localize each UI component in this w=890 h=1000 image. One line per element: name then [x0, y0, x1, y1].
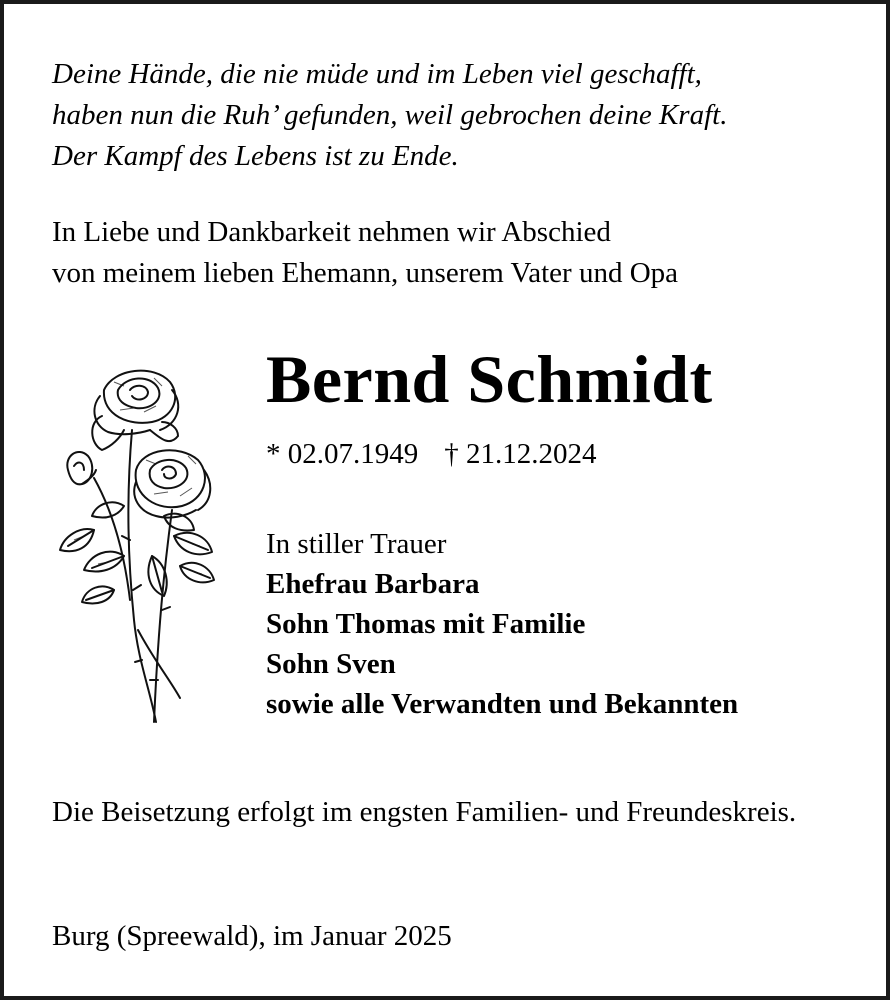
poem-line-2: haben nun die Ruh’ gefunden, weil gebrochen deine Kraft.	[52, 99, 728, 131]
poem-line-1: Deine Hände, die nie müde und im Leben viel geschafft,	[52, 58, 702, 90]
life-dates	[266, 434, 597, 474]
intro-line-2: von meinem lieben Ehemann, unserem Vater und Opa	[52, 257, 679, 289]
poem-line-3: Der Kampf des Lebens ist zu Ende.	[52, 140, 459, 172]
mourning-heading: In stiller Trauer	[266, 528, 447, 560]
farewell-intro	[52, 212, 852, 294]
death-date: † 21.12.2024	[444, 438, 597, 470]
mourner-line: Ehefrau Barbara	[266, 568, 480, 600]
mourners-block	[266, 524, 738, 724]
rose-bouquet-icon	[54, 360, 224, 730]
poem	[52, 54, 872, 177]
birth-date: * 02.07.1949	[266, 438, 419, 470]
mourner-line: Sohn Sven	[266, 648, 396, 680]
burial-notice: Die Beisetzung erfolgt im engsten Familien- und Freundeskreis.	[52, 796, 797, 828]
place-and-date: Burg (Spreewald), im Januar 2025	[52, 920, 452, 952]
deceased-name: Bernd Schmidt	[266, 341, 713, 417]
mourner-line: sowie alle Verwandten und Bekannten	[266, 688, 739, 720]
mourner-line: Sohn Thomas mit Familie	[266, 608, 586, 640]
intro-line-1: In Liebe und Dankbarkeit nehmen wir Abschied	[52, 216, 611, 248]
